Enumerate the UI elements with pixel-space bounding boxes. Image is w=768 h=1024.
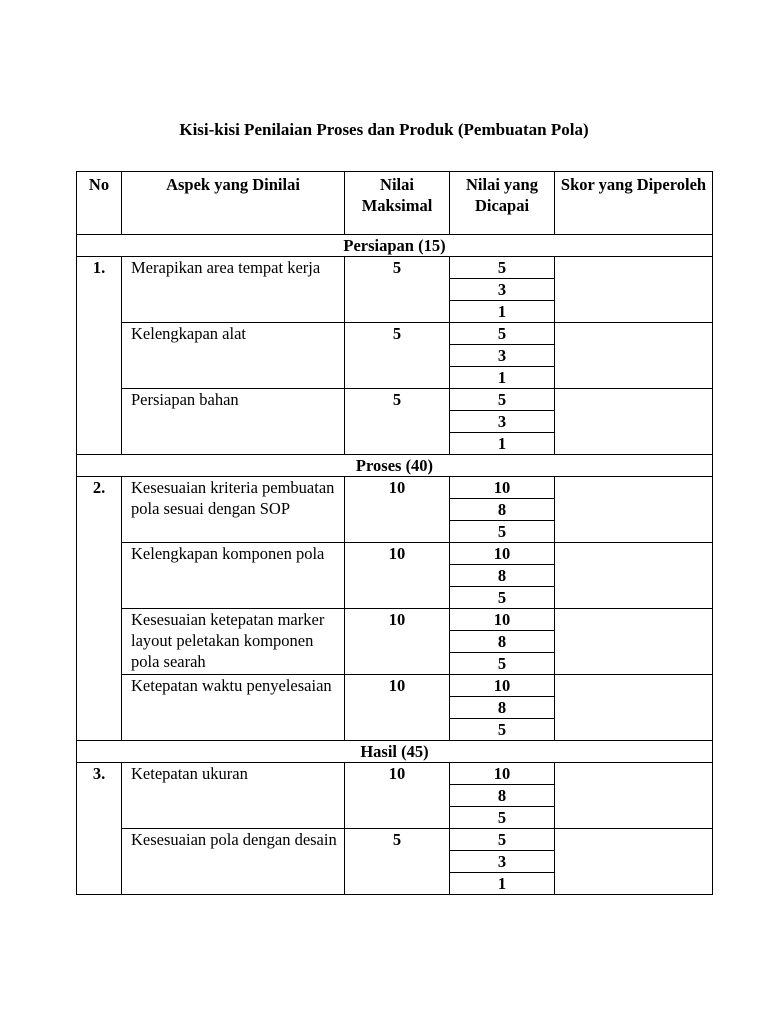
- aspek-cell: Ketepatan ukuran: [122, 763, 345, 829]
- nilai-dicapai-cell: 10: [450, 675, 555, 697]
- header-skor: Skor yang Diperoleh: [555, 172, 713, 235]
- skor-cell[interactable]: [555, 257, 713, 323]
- nilai-dicapai-cell: 8: [450, 565, 555, 587]
- skor-cell[interactable]: [555, 675, 713, 741]
- nilai-dicapai-cell: 3: [450, 411, 555, 433]
- row-number: 2.: [77, 477, 122, 741]
- aspek-cell: Kesesuaian ketepatan marker layout peletakan komponen pola searah: [122, 609, 345, 675]
- aspek-cell: Kesesuaian kriteria pembuatan pola sesuai dengan SOP: [122, 477, 345, 543]
- skor-cell[interactable]: [555, 763, 713, 829]
- header-no: No: [77, 172, 122, 235]
- section-row: [77, 741, 713, 763]
- nilai-dicapai-cell: 10: [450, 543, 555, 565]
- nilai-dicapai-cell: 1: [450, 367, 555, 389]
- aspek-cell: Ketepatan waktu penyelesaian: [122, 675, 345, 741]
- table-row: [77, 609, 713, 631]
- nilai-dicapai-cell: 3: [450, 345, 555, 367]
- nilai-maksimal-cell: 5: [345, 257, 450, 323]
- nilai-dicapai-cell: 5: [450, 829, 555, 851]
- aspek-cell: Merapikan area tempat kerja: [122, 257, 345, 323]
- nilai-maksimal-cell: 10: [345, 675, 450, 741]
- section-title: Persiapan (15): [77, 235, 713, 257]
- nilai-maksimal-cell: 5: [345, 829, 450, 895]
- header-row: [77, 172, 713, 235]
- aspek-cell: Kesesuaian pola dengan desain: [122, 829, 345, 895]
- aspek-cell: Kelengkapan alat: [122, 323, 345, 389]
- table-row: [77, 477, 713, 499]
- skor-cell[interactable]: [555, 609, 713, 675]
- table-row: [77, 389, 713, 411]
- skor-cell[interactable]: [555, 477, 713, 543]
- nilai-dicapai-cell: 3: [450, 279, 555, 301]
- nilai-dicapai-cell: 10: [450, 763, 555, 785]
- assessment-table: [76, 171, 713, 895]
- row-number: 1.: [77, 257, 122, 455]
- nilai-dicapai-cell: 8: [450, 785, 555, 807]
- header-aspek: Aspek yang Dinilai: [122, 172, 345, 235]
- skor-cell[interactable]: [555, 543, 713, 609]
- skor-cell[interactable]: [555, 323, 713, 389]
- nilai-maksimal-cell: 10: [345, 543, 450, 609]
- nilai-dicapai-cell: 5: [450, 653, 555, 675]
- nilai-dicapai-cell: 5: [450, 719, 555, 741]
- nilai-dicapai-cell: 8: [450, 631, 555, 653]
- table-row: [77, 829, 713, 851]
- header-nilai-maksimal: Nilai Maksimal: [345, 172, 450, 235]
- section-title: Hasil (45): [77, 741, 713, 763]
- section-row: [77, 455, 713, 477]
- nilai-dicapai-cell: 5: [450, 323, 555, 345]
- nilai-dicapai-cell: 1: [450, 433, 555, 455]
- table-body: [77, 235, 713, 895]
- nilai-dicapai-cell: 10: [450, 609, 555, 631]
- aspek-cell: Kelengkapan komponen pola: [122, 543, 345, 609]
- nilai-maksimal-cell: 10: [345, 763, 450, 829]
- nilai-dicapai-cell: 8: [450, 499, 555, 521]
- nilai-dicapai-cell: 10: [450, 477, 555, 499]
- section-row: [77, 235, 713, 257]
- nilai-dicapai-cell: 1: [450, 873, 555, 895]
- header-nilai-dicapai: Nilai yang Dicapai: [450, 172, 555, 235]
- table-row: [77, 763, 713, 785]
- aspek-cell: Persiapan bahan: [122, 389, 345, 455]
- nilai-maksimal-cell: 10: [345, 609, 450, 675]
- nilai-dicapai-cell: 5: [450, 807, 555, 829]
- section-title: Proses (40): [77, 455, 713, 477]
- nilai-dicapai-cell: 5: [450, 389, 555, 411]
- nilai-dicapai-cell: 1: [450, 301, 555, 323]
- nilai-dicapai-cell: 5: [450, 521, 555, 543]
- nilai-dicapai-cell: 3: [450, 851, 555, 873]
- table-row: [77, 257, 713, 279]
- row-number: 3.: [77, 763, 122, 895]
- skor-cell[interactable]: [555, 829, 713, 895]
- nilai-dicapai-cell: 8: [450, 697, 555, 719]
- document-title: Kisi-kisi Penilaian Proses dan Produk (Pembuatan Pola): [179, 120, 589, 139]
- skor-cell[interactable]: [555, 389, 713, 455]
- nilai-maksimal-cell: 5: [345, 323, 450, 389]
- table-row: [77, 323, 713, 345]
- nilai-dicapai-cell: 5: [450, 257, 555, 279]
- table-row: [77, 675, 713, 697]
- nilai-maksimal-cell: 5: [345, 389, 450, 455]
- table-row: [77, 543, 713, 565]
- nilai-dicapai-cell: 5: [450, 587, 555, 609]
- nilai-maksimal-cell: 10: [345, 477, 450, 543]
